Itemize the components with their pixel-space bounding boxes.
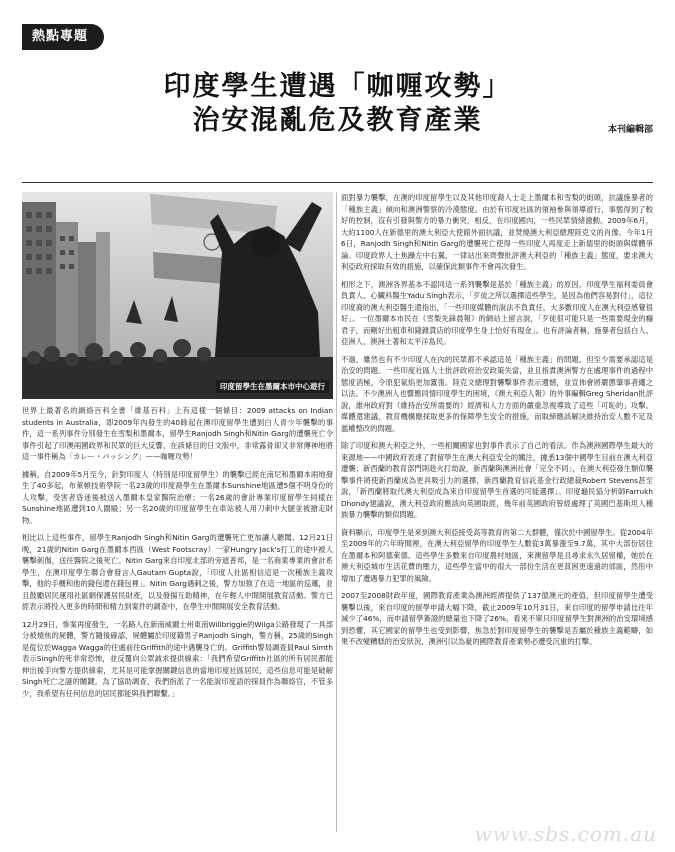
byline: 本刊編輯部 bbox=[607, 125, 653, 135]
paragraph: 除了印度和澳大利亞之外，一些相關國家也對事件表示了自己的看法。作為澳洲國際學生最大的來源地——中國政府表達了對留學生在澳大利亞安全的關注，據悉13個中國學生目前在澳大利亞遭襲；新西蘭的教育部門則趁火打劫說，新西蘭與澳洲社會「完全不同」，在澳大利亞發生類似襲擊事件將使新西蘭成為更具吸引力的選擇，新西蘭教育信託基金行政總裁Robert Stevens甚至說，「新西蘭將取代澳大利亞成為來自印度留學生首選的可能選擇」。印度龜民協分析師Farrukh Dhondy建議說，澳大利亞政府應該向英國取經，幾年前英國政府曾經處理了英國巴基斯坦人種族暴力襲擊的類似問題。 bbox=[341, 441, 653, 519]
article-title-line2: 治安混亂危及教育產業 bbox=[192, 105, 483, 136]
watermark: www.sbs.com.au bbox=[474, 822, 657, 846]
right-column bbox=[341, 192, 653, 654]
paragraph: 相比以上這些事件，留學生Ranjodh Singh和Nitin Garg的遭襲死亡更加讓人聽聞。12月21日晚，21歲的Nitin Garg在墨爾本西區（West Footscray）一家Hungry Jack's打工的途中被人襲擊刺傷，送往醫院之後死亡。Nitin Garg來自印度北部的旁遮普邦，是一名商業專業的會計系學生，在澳印度學生聯合會發言人Gautam Gupta說，「印度人社區相信這是一次種族主義攻擊，他的手機和他的錢包還在錢包裡」。Nitin Garg遇刺之後，警方加強了在這一地區的巡邏，並且鼓勵居民運用社區網保護居民財產，以及發揚互助精神，在年輕人中間開展教育活動。警方已經表示將投入更多的時間和精力到案件的調查中，在學生中間開展安全教育活動。 bbox=[22, 533, 333, 611]
column-divider bbox=[336, 192, 337, 832]
paragraph: 面對暴力襲擊，在澳的印度留學生以及其他印度裔人士走上墨爾本和雪梨的街頭，抗議施暴者的「種族主義」傾向和澳洲警察的冷漠態度。由於有印度社區的領袖參與領導遊行，事態得到了較好的控制，沒有引發與警方的暴力衝突，相反，在印度國內，一些民眾情緒激動。2009年6月，大約1100人在新德里的澳大利亞大使館外面抗議，並焚燒澳大利亞總理陸克文的肖像。今年1月6日，Ranjodh Singh和Nitin Garg的遭襲死亡使得一些印度人再度走上新德里的街頭與媒體爭論。印度政界人士焦躁左中右翼，一律站出來齊聲批評澳大利亞的「種族主義」態度，要求澳大利亞政府採取有效的措施，以確保此類事件不會再次發生。 bbox=[341, 193, 653, 271]
paragraph: 據稱，自2009年5月至今，針對印度人（特別是印度留學生）的襲擊已經在南尼和墨爾本兩地發生了40多起，布萊頓技術學院一名23歲的印度裔學生在墨爾本Sunshine地區遭5個不明身份的人攻擊，受害者昏迷後被送入墨爾本皇家醫院治療；一名26歲的會計專業印度留學生同樣在Sunshine地區遭到10人圍毆；另一名20歲的印度留學生在車站被人用刀刺中大腿並被搶走財物。 bbox=[22, 469, 333, 525]
paragraph: 12月29日，慘案再度發生，一名路人在新南威爾士州東南Willbriggie的Wilga公路發現了一具部分被燒焦的屍體，警方隨後確認，屍體屬於印度籍男子Ranjodh Singh，警方稱，25歲的Singh是從位於Wagga Wagga的住處前往Griffith的途中遇襲身亡的。Griffith警局調查員Paul Simth表示Singh的死非常恐怖，並反覆向公眾誠求提供線索：「我們希望Griffith社區的所有居民都能伸出援手向警方提供線索，尤其是可能掌握關鍵信息的當地印度社區居民，這些信息可能是破解Singh死亡之謎的關鍵。為了協助調查，我們指派了一名能說印度語的探員作為聯絡官，不管多少，我希望有任何信息的居民都能與我們聯繫。」 bbox=[22, 619, 333, 698]
left-column bbox=[22, 405, 333, 705]
protest-photo bbox=[22, 192, 333, 399]
header-divider bbox=[22, 182, 653, 183]
paragraph: 世界上最著名的網絡百科全書「維基百科」上有這樣一個條目：2009 attacks on Indian students in Australia，即2009年內發生的40餘起在澳印度留學生遭到白人青少年襲擊的事件，這一系列事件分別發生在雪梨和墨爾本，留學生Ranjodh Singh和Nitin Garg的遭襲死亡令事件引起了印澳兩國政界和民眾的巨大反響，在該條目的日文版中，非常露骨卻又非常傳神地將這一事件稱為「カレー・バッシング」——咖喱攻勢！ bbox=[22, 406, 333, 461]
photo-caption: 印度留學生在墨爾本市中心遊行 bbox=[216, 380, 329, 393]
paragraph: 不過，雖然也有不少印度人在內的民眾都不承認這是「種族主義」的問題，但至少需要承認這是治安的問題。一些印度社區人士批評政府治安政策失當，並且指責澳洲警方在處理事件的過程中態度消極，令原犯氣焰更加囂張。陸克文總理對襲擊事件表示遺憾，並宣佈會將嚴懲肇事者繩之以法。不少澳洲人也響應同情印度學生的困境，《澳大利亞人報》的外事編輯Greg Sheridan批評說，維州政府對（維持治安所需要的）經濟和人力方面的嚴重忽視導致了這些「可恥的」攻擊。媒體還建議，教育機構應採取更多的保障學生安全的措施，而取締應該解決維持治安人數不足及濫權整改的問題。 bbox=[341, 354, 653, 433]
article-title-line1: 印度學生遭遇「咖喱攻勢」 bbox=[163, 71, 512, 102]
protest-photo-illustration bbox=[22, 192, 333, 399]
section-tag: 熱點專題 bbox=[22, 24, 104, 50]
paragraph: 相形之下，澳洲各界基本不認同這一系列襲擊是基於「種族主義」的原因。印度學生福利委員會負責人、心臟科醫生Yadu Singh表示，「歹徒之所以選擇這些學生，是因為他們容易對付」，這位印度裔的澳大利亞醫生還指出，「一些印度媒體的說法不負責任，大多數印度人在澳大利亞感覺很好」。一位墨爾本市民在《雪梨先鋒晨報》的網站上留言說，「歹徒很可能只是一些需要現金的癮君子，而剛好出租車和錢雜貨店的印度學生身上恰好有現金」。也有評論者稱，施暴者包括白人、亞洲人、澳洲土著和太平洋島民。 bbox=[341, 279, 653, 346]
paragraph: 資料顯示，印度學生是來到澳大利亞接受高等教育的第二大群體，僅次於中國留學生。從2004年至2009年的六年時間裡，在澳大利亞留學的印度學生人數從3萬暴漲至9.7萬，其中大部份居住在墨爾本和阿德萊德。這些學生多數來自印度農村地區，來澳留學是且尋求永久居留權，她於在澳大利亞城市生活花費的壓力，這些學生當中的很大一部份生活在更貧困更遠遠的郊區，然彤中增加了遭遇暴力犯罪的風險。 bbox=[341, 527, 653, 583]
paragraph: 2007至2008財政年度，國際教育產業為澳洲經濟提供了137億澳元的產值，但印度留學生遭受襲擊以後，來自印度的留學申請大幅下降，截止2009年10月31日，來自印度的留學申請比往年減少了46%，而申請留學簽證的總量也下降了26%，看來不單只印度留學生對澳洲的治安環境感到恐懼，其它國家的留學生也受到影響，焦急於對印度留學生的襲擊是否屬於種族主義範疇，如果不改變糟糕的治安狀況，澳洲引以為豪的國際教育產業勢必遭受沉重的打擊。 bbox=[341, 591, 653, 646]
